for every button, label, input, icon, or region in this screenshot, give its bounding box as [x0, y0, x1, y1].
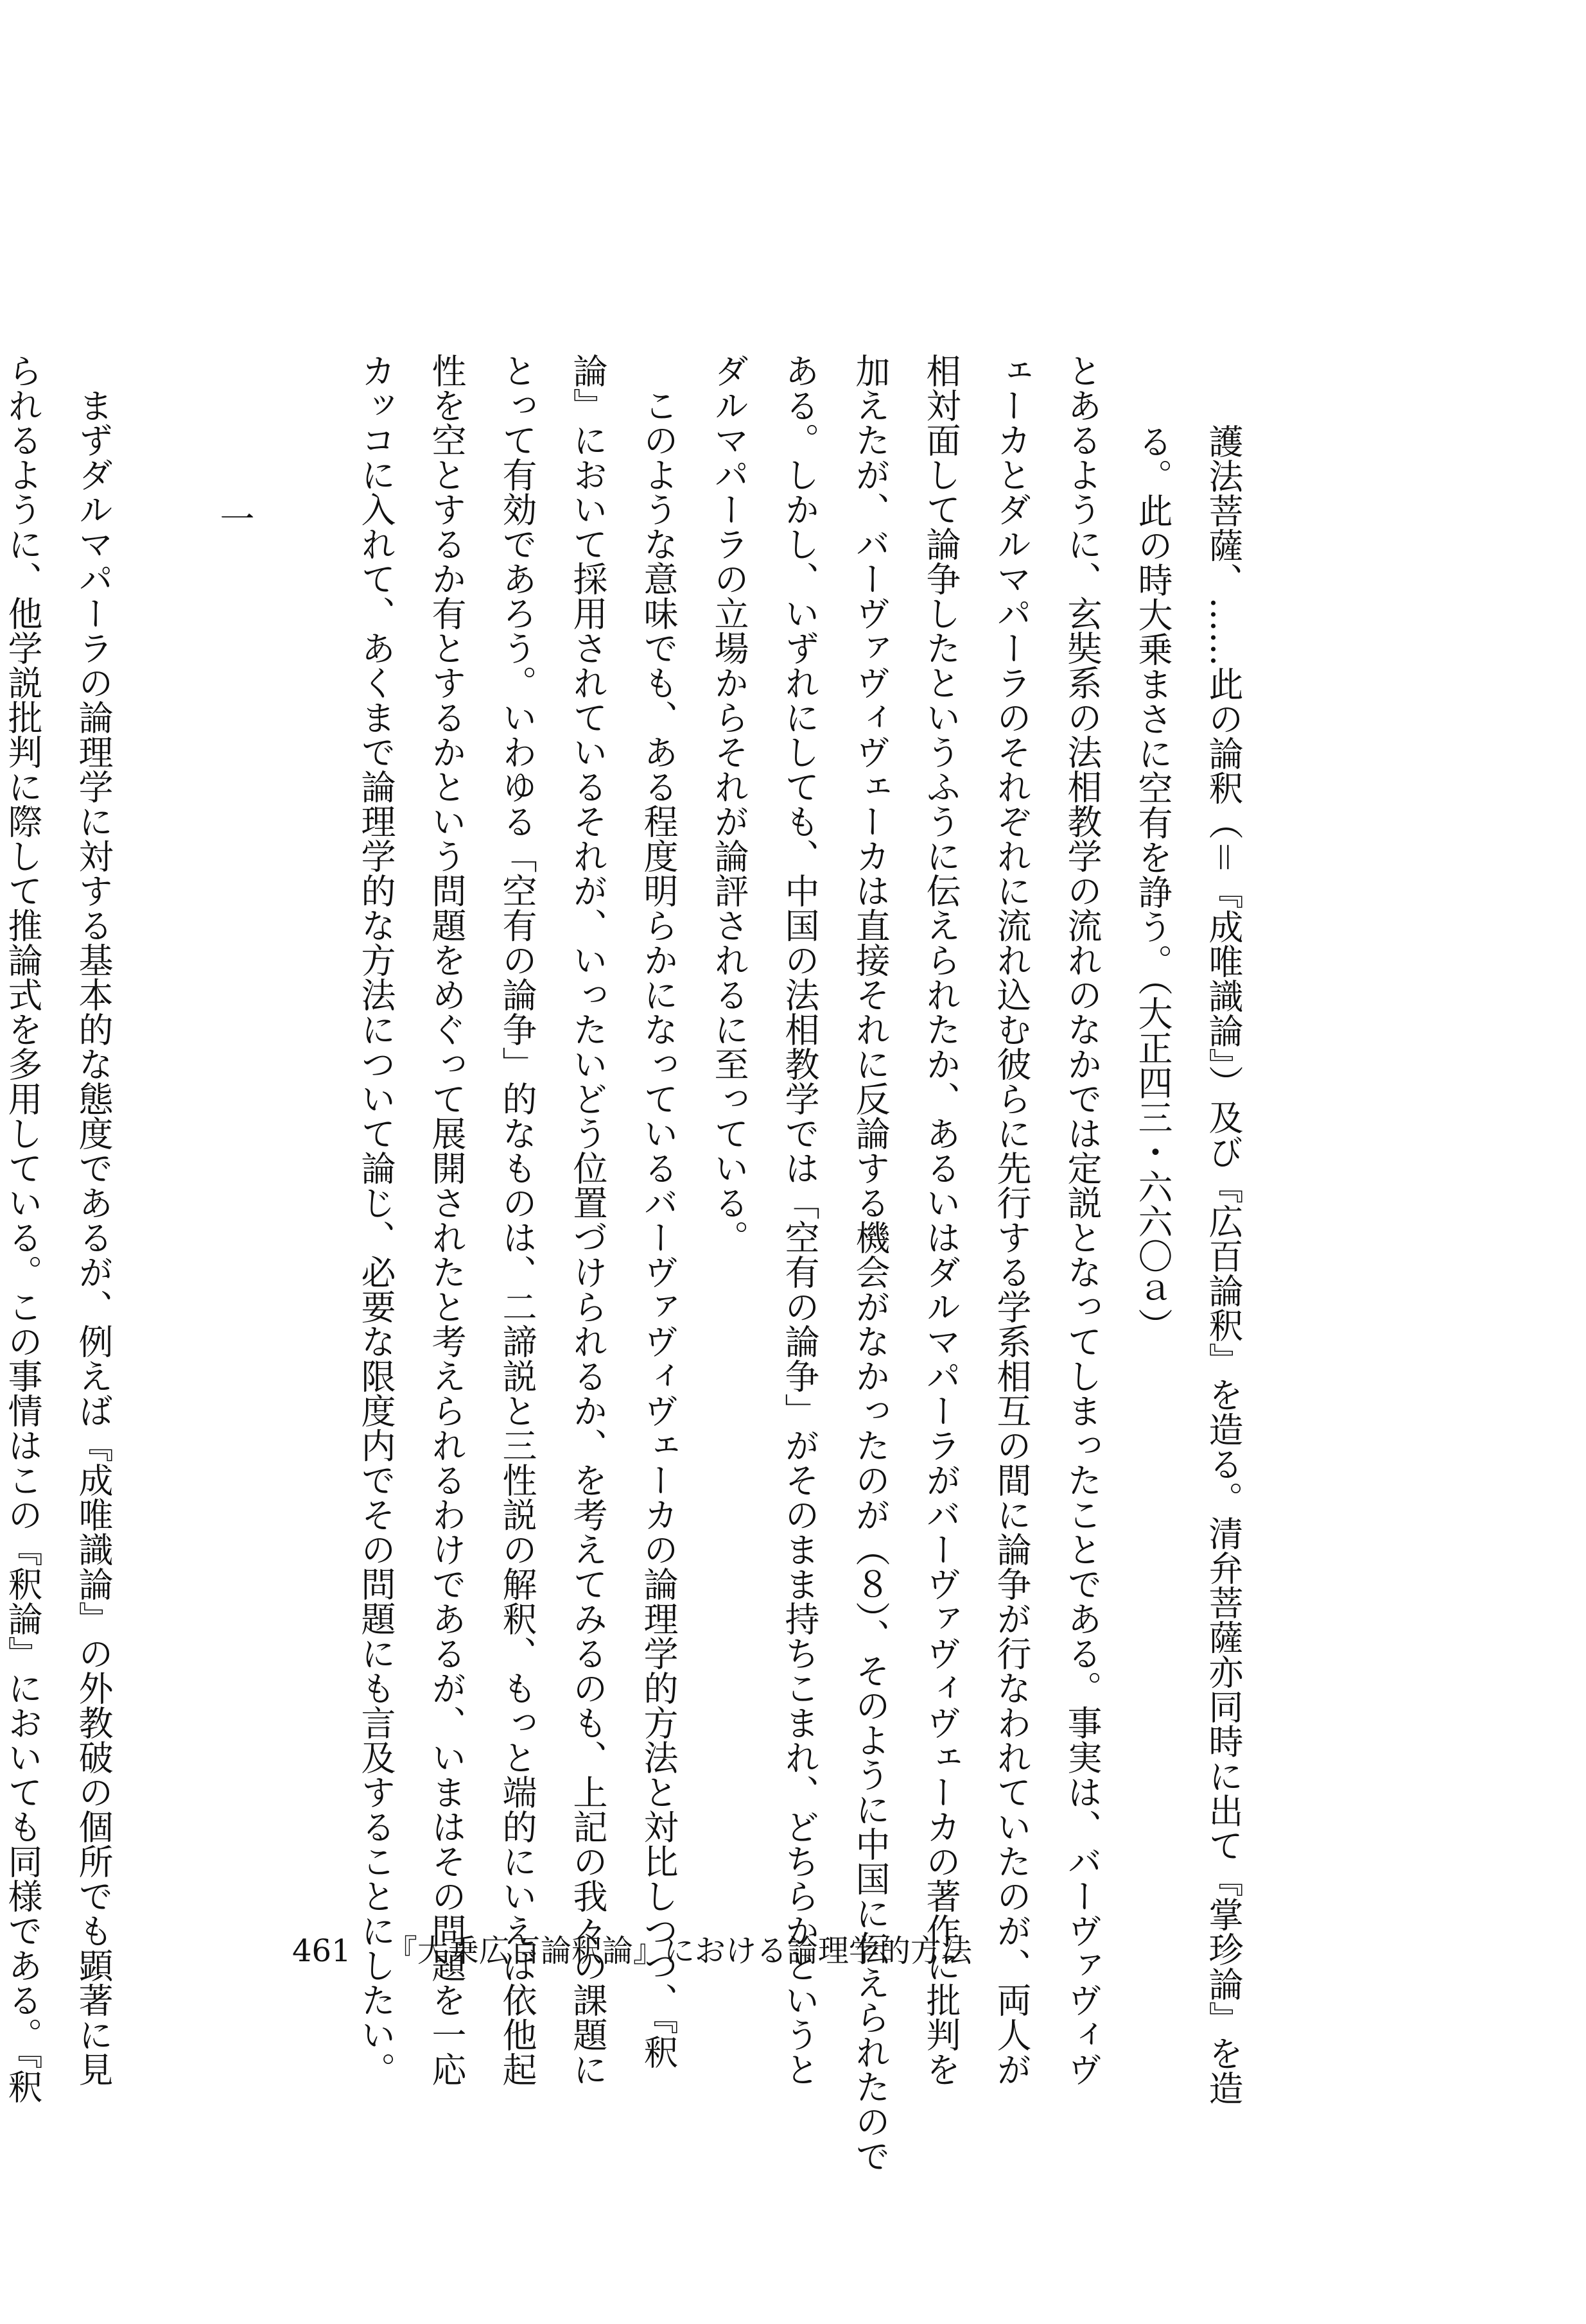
text-line: 相対面して論争したというふうに伝えられたか、あるいはダルマパーラがバーヴァヴィヴェーカの著作に批判を	[921, 353, 961, 2086]
text-line: られるように、他学説批判に際して推論式を多用している。この事情はこの『釈論』においても同様である。『釈	[3, 353, 43, 2104]
text-line: 論』において採用されているそれが、いったいどう位置づけられるか、を考えてみるのも、上記の我々の課題に	[568, 353, 608, 2086]
text-line: カッコに入れて、あくまで論理学的な方法について論じ、必要な限度内でその問題にも言及することにしたい。	[356, 353, 396, 2086]
section-heading	[199, 353, 270, 1862]
text-line: ェーカとダルマパーラのそれぞれに流れ込む彼らに先行する学系相互の間に論争が行なわれていたのが、両人が	[991, 353, 1032, 2086]
column-gap	[270, 353, 340, 1862]
running-title: 『大乗広百論釈論』における論理学的方法	[386, 1933, 972, 1969]
text-line: とあるように、玄奘系の法相教学の流れのなかでは定説となってしまったことである。事実は、バーヴァヴィヴ	[1062, 353, 1102, 2086]
text-line: ダルマパーラの立場からそれが論評されるに至っている。	[709, 353, 749, 1254]
text-line: る。此の時大乗まさに空有を諍う。（大正四三・六六〇ａ）	[1133, 424, 1173, 1342]
text-line: まずダルマパーラの論理学に対する基本的な態度であるが、例えば『成唯識論』の外教破の個所でも顕著に見	[73, 388, 114, 2086]
text-line: 護法菩薩、……此の論釈（＝『成唯識論』）及び『広百論釈』を造る。清弁菩薩亦同時に出て『掌珍論』を造	[1203, 424, 1244, 2105]
text-line: ある。しかし、いずれにしても、中国の法相教学では「空有の論争」がそのまま持ちこまれ、どちらかというと	[780, 353, 820, 2086]
page-number: 461	[292, 1933, 351, 1969]
text-line: 加えたが、バーヴァヴィヴェーカは直接それに反論する機会がなかったのが（８）、そのように中国に伝えられたので	[850, 353, 891, 2173]
section-number: 一	[214, 501, 255, 535]
page-footer	[292, 1926, 972, 1970]
column-gap	[128, 353, 199, 1862]
text-line: 性を空とするか有とするかという問題をめぐって展開されたと考えられるわけであるが、いまはその問題を一応	[426, 353, 467, 2086]
text-line: このような意味でも、ある程度明らかになっているバーヴァヴィヴェーカの論理学的方法と対比しつつ、『釈	[638, 388, 679, 2069]
text-line: とって有効であろう。いわゆる「空有の論争」的なものは、二諦説と三性説の解釈、もっと端的にいえば依他起	[497, 353, 537, 2086]
